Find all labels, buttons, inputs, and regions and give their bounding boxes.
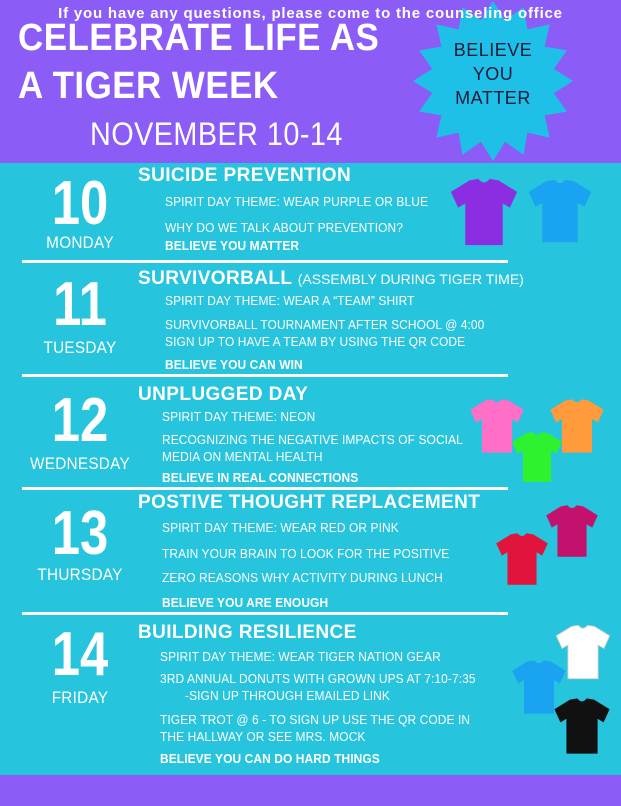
day-line: SPIRIT DAY THEME: WEAR A “TEAM” SHIRT (165, 293, 415, 308)
day-line: 3RD ANNUAL DONUTS WITH GROWN UPS AT 7:10-7:35 (160, 671, 476, 686)
day-line: THE HALLWAY OR SEE MRS. MOCK (160, 729, 366, 744)
title-line-1: CELEBRATE LIFE AS (18, 17, 380, 59)
shirt-blue-icon (526, 173, 594, 249)
shirt-black-icon (552, 692, 612, 760)
day-heading (138, 268, 524, 290)
day-line: SPIRIT DAY THEME: WEAR RED OR PINK (162, 520, 399, 535)
day-number: 13 (51, 499, 109, 568)
divider (22, 612, 508, 615)
day-heading: SUICIDE PREVENTION (138, 165, 352, 186)
footer-text: If you have any questions, please come to the counseling office (58, 5, 563, 22)
footer-banner (0, 775, 621, 806)
day-weekday: FRIDAY (51, 688, 109, 707)
day-line: WHY DO WE TALK ABOUT PREVENTION? (165, 220, 403, 235)
day-number: 10 (51, 169, 109, 238)
day-line: SURVIVORBALL TOURNAMENT AFTER SCHOOL @ 4:00 (165, 317, 485, 332)
badge-line-2: YOU (472, 64, 514, 84)
title-line-2: A TIGER WEEK (18, 65, 279, 107)
badge-text (412, 38, 574, 110)
believe-line: BELIEVE YOU CAN DO HARD THINGS (160, 751, 380, 766)
day-line: SPIRIT DAY THEME: NEON (162, 409, 316, 424)
day-number: 14 (51, 620, 109, 689)
day-weekday: THURSDAY (37, 565, 123, 584)
page-title (18, 14, 386, 110)
day-line: ZERO REASONS WHY ACTIVITY DURING LUNCH (162, 570, 443, 585)
day-weekday: WEDNESDAY (30, 454, 130, 473)
day-line: TIGER TROT @ 6 - TO SIGN UP USE THE QR CODE IN (160, 712, 471, 727)
day-number: 11 (53, 270, 107, 339)
day-heading: POSTIVE THOUGHT REPLACEMENT (138, 492, 481, 513)
divider (22, 487, 508, 490)
day-heading: BUILDING RESILIENCE (138, 622, 357, 643)
heading-note: (ASSEMBLY DURING TIGER TIME) (297, 271, 524, 287)
day-line: SIGN UP TO HAVE A TEAM BY USING THE QR CODE (165, 334, 466, 349)
day-heading: UNPLUGGED DAY (138, 384, 309, 405)
day-line: MEDIA ON MENTAL HEALTH (162, 449, 323, 464)
divider (22, 260, 508, 263)
badge-line-3: MATTER (455, 88, 531, 108)
believe-line: BELIEVE YOU MATTER (165, 238, 300, 253)
day-number: 12 (51, 386, 109, 455)
shirt-neon-orange-icon (548, 396, 606, 456)
event-dates: NOVEMBER 10-14 (90, 116, 343, 152)
believe-line: BELIEVE YOU ARE ENOUGH (162, 595, 329, 610)
shirt-purple-icon (448, 173, 520, 251)
day-line: SPIRIT DAY THEME: WEAR TIGER NATION GEAR (160, 649, 441, 664)
shirt-pink-icon (544, 500, 600, 562)
believe-line: BELIEVE IN REAL CONNECTIONS (162, 470, 359, 485)
divider (22, 374, 508, 377)
day-line: SPIRIT DAY THEME: WEAR PURPLE OR BLUE (165, 194, 429, 209)
day-line: -SIGN UP THROUGH EMAILED LINK (185, 688, 390, 703)
day-line: RECOGNIZING THE NEGATIVE IMPACTS OF SOCIAL (162, 432, 463, 447)
day-weekday: MONDAY (46, 233, 114, 252)
believe-line: BELIEVE YOU CAN WIN (165, 357, 303, 372)
day-line: TRAIN YOUR BRAIN TO LOOK FOR THE POSITIVE (162, 546, 450, 561)
badge-line-1: BELIEVE (453, 40, 533, 60)
shirt-red-icon (494, 528, 550, 590)
day-weekday: TUESDAY (43, 338, 117, 357)
heading-text: SURVIVORBALL (138, 268, 293, 289)
